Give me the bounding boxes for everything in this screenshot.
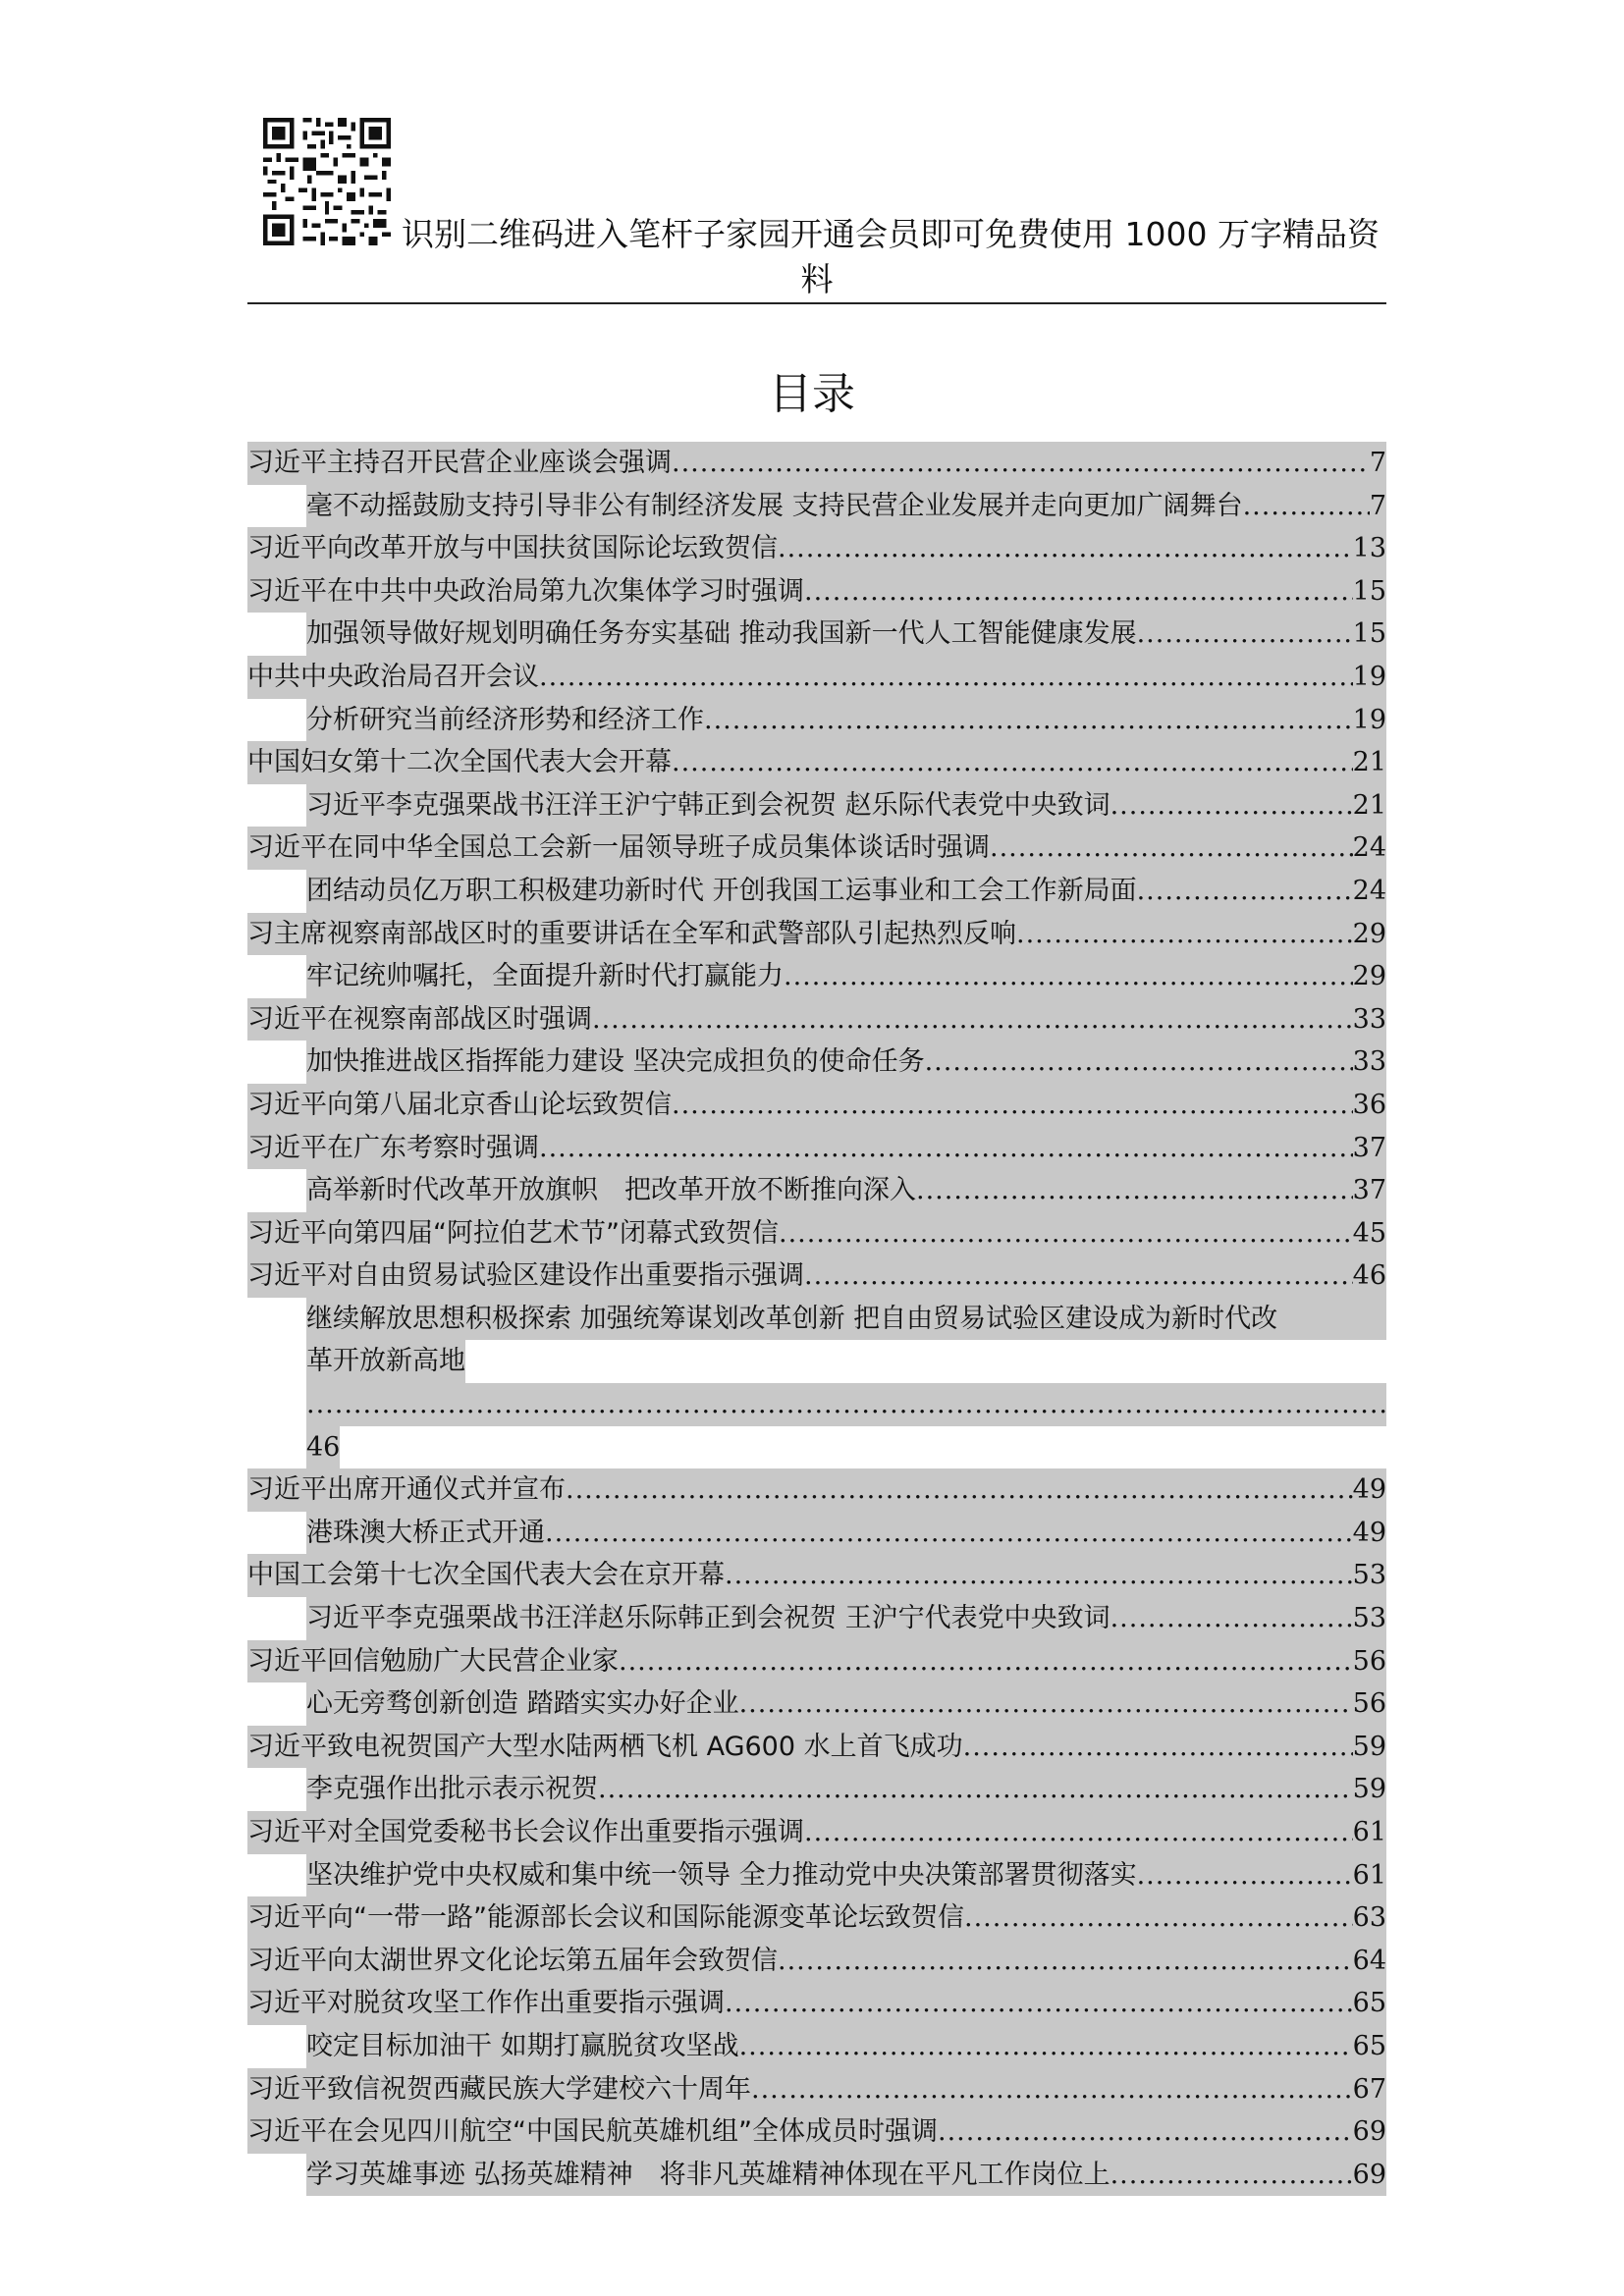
toc-page-number: 67 <box>1353 2068 1386 2111</box>
toc-entry[interactable] <box>247 1212 1386 1255</box>
toc-entry[interactable] <box>247 2110 1386 2154</box>
toc-leader-dots <box>1016 913 1353 956</box>
toc-page-number: 65 <box>1353 1982 1386 2025</box>
toc-entry[interactable] <box>247 913 1386 956</box>
toc-entry-title: 中国妇女第十二次全国代表大会开幕 <box>247 741 672 784</box>
toc-leader-dots <box>964 1896 1353 1940</box>
toc-page-number: 45 <box>1353 1212 1386 1255</box>
toc-page-number: 49 <box>1353 1512 1386 1555</box>
toc-entry-title: 习近平向太湖世界文化论坛第五届年会致贺信 <box>247 1940 778 1983</box>
toc-leader-dots <box>672 442 1370 485</box>
toc-entry[interactable] <box>247 1768 1386 1811</box>
toc-page-number: 59 <box>1353 1768 1386 1811</box>
toc-entry-title: 习近平向第八届北京香山论坛致贺信 <box>247 1084 672 1127</box>
toc-page-number: 46 <box>306 1426 340 1469</box>
toc-entry[interactable] <box>247 2068 1386 2111</box>
toc-leader-dots <box>1110 784 1353 828</box>
toc-leader-dots <box>1137 613 1353 656</box>
toc-entry-title: 中共中央政治局召开会议 <box>247 656 539 699</box>
toc-page-number: 29 <box>1353 913 1386 956</box>
toc-page-number: 49 <box>1353 1468 1386 1512</box>
toc-page-number: 59 <box>1353 1726 1386 1769</box>
toc-leader-dots <box>545 1512 1353 1555</box>
toc-entry-title: 习近平在中共中央政治局第九次集体学习时强调 <box>247 570 804 614</box>
toc-page-number: 46 <box>1353 1255 1386 1298</box>
toc-entry-title: 毫不动摇鼓励支持引导非公有制经济发展 支持民营企业发展并走向更加广阔舞台 <box>306 485 1243 528</box>
toc-entry-title: 牢记统帅嘱托，全面提升新时代打赢能力 <box>306 955 784 998</box>
toc-entry[interactable] <box>247 1940 1386 1983</box>
toc-leader-dots <box>779 1212 1353 1255</box>
toc-entry[interactable] <box>247 1682 1386 1726</box>
toc-entry-title: 习近平致信祝贺西藏民族大学建校六十周年 <box>247 2068 751 2111</box>
toc-entry-title: 高举新时代改革开放旗帜 把改革开放不断推向深入 <box>306 1169 916 1212</box>
toc-page-number: 7 <box>1370 442 1386 485</box>
toc-entry-title: 咬定目标加油干 如期打赢脱贫攻坚战 <box>306 2025 739 2068</box>
toc-page-number: 21 <box>1353 741 1386 784</box>
toc-entry[interactable] <box>247 1811 1386 1854</box>
toc-page-number: 63 <box>1353 1896 1386 1940</box>
toc-leader-dots <box>916 1169 1353 1212</box>
toc-entry[interactable] <box>247 1084 1386 1127</box>
toc-page-number: 13 <box>1353 527 1386 570</box>
toc-entry-title: 李克强作出批示表示祝贺 <box>306 1768 598 1811</box>
page-title: 目录 <box>769 369 855 419</box>
toc-page-number: 53 <box>1353 1554 1386 1597</box>
toc-page-number: 24 <box>1353 870 1386 913</box>
toc-page-number: 15 <box>1353 613 1386 656</box>
toc-page-number: 33 <box>1353 998 1386 1041</box>
toc-entry[interactable] <box>247 955 1386 998</box>
toc-entry[interactable] <box>247 998 1386 1041</box>
toc-leader-dots <box>672 1084 1353 1127</box>
toc-entry[interactable] <box>247 1127 1386 1170</box>
toc-entry[interactable] <box>247 1896 1386 1940</box>
toc-entry[interactable] <box>247 1512 1386 1555</box>
toc-entry[interactable] <box>247 741 1386 784</box>
toc-page-number: 21 <box>1353 784 1386 828</box>
toc-leader-dots <box>672 741 1353 784</box>
toc-entry-title: 坚决维护党中央权威和集中统一领导 全力推动党中央决策部署贯彻落实 <box>306 1854 1137 1897</box>
toc-leader-dots <box>306 1383 1386 1426</box>
toc-entry[interactable] <box>247 613 1386 656</box>
toc-entry[interactable] <box>247 827 1386 870</box>
toc-entry-title: 分析研究当前经济形势和经济工作 <box>306 699 704 742</box>
toc-entry-title: 中国工会第十七次全国代表大会在京开幕 <box>247 1554 725 1597</box>
toc-page-number: 56 <box>1353 1682 1386 1726</box>
toc-entry-title: 习近平在同中华全国总工会新一届领导班子成员集体谈话时强调 <box>247 827 990 870</box>
toc-entry-title: 习近平对全国党委秘书长会议作出重要指示强调 <box>247 1811 804 1854</box>
toc-entry[interactable] <box>247 570 1386 614</box>
toc-leader-dots <box>804 1811 1353 1854</box>
toc-leader-dots <box>592 998 1353 1041</box>
toc-page-number: 29 <box>1353 955 1386 998</box>
toc-entry-title: 学习英雄事迹 弘扬英雄精神 将非凡英雄精神体现在平凡工作岗位上 <box>306 2154 1110 2197</box>
toc-entry[interactable] <box>247 656 1386 699</box>
header-notice: 识别二维码进入笔杆子家园开通会员即可免费使用 1000 万字精品资料 <box>402 215 1380 298</box>
toc-entry-title: 习近平向改革开放与中国扶贫国际论坛致贺信 <box>247 527 778 570</box>
toc-entry[interactable] <box>247 1726 1386 1769</box>
header-divider <box>247 302 1386 304</box>
toc-page-number: 24 <box>1353 827 1386 870</box>
toc-entry[interactable] <box>247 1597 1386 1640</box>
toc-entry[interactable] <box>247 2025 1386 2068</box>
toc-page-number: 64 <box>1353 1940 1386 1983</box>
toc-leader-dots <box>1110 1597 1353 1640</box>
toc-leader-dots <box>925 1041 1353 1084</box>
toc-page-number: 37 <box>1353 1127 1386 1170</box>
toc-entry-title: 习近平向“一带一路”能源部长会议和国际能源变革论坛致贺信 <box>247 1896 964 1940</box>
toc-entry-title: 习近平回信勉励广大民营企业家 <box>247 1640 619 1683</box>
toc-leader-dots <box>725 1982 1353 2025</box>
toc-entry[interactable] <box>247 1255 1386 1298</box>
toc-leader-dots <box>566 1468 1353 1512</box>
toc-entry[interactable] <box>247 1554 1386 1597</box>
toc-page-number: 56 <box>1353 1640 1386 1683</box>
toc-entry[interactable] <box>247 2154 1386 2197</box>
toc-page-number: 61 <box>1353 1811 1386 1854</box>
toc-leader-dots <box>598 1768 1353 1811</box>
toc-page-number: 33 <box>1353 1041 1386 1084</box>
toc-leader-dots <box>804 570 1353 614</box>
toc-leader-dots <box>778 1940 1353 1983</box>
toc-entry[interactable] <box>247 1169 1386 1212</box>
toc-leader-dots <box>778 527 1353 570</box>
toc-entry[interactable] <box>247 1640 1386 1683</box>
toc-entry-title: 习近平向第四届“阿拉伯艺术节”闭幕式致贺信 <box>247 1212 779 1255</box>
toc-leader-dots <box>725 1554 1353 1597</box>
toc-leader-dots <box>1137 870 1353 913</box>
toc-entry-title: 习近平对自由贸易试验区建设作出重要指示强调 <box>247 1255 804 1298</box>
toc-entry[interactable] <box>247 485 1386 528</box>
toc-page-number: 69 <box>1353 2110 1386 2154</box>
toc-leader-dots <box>1110 2154 1353 2197</box>
toc-entry-title: 习近平在视察南部战区时强调 <box>247 998 592 1041</box>
toc-entry[interactable] <box>247 442 1386 485</box>
toc-entry-title: 团结动员亿万职工积极建功新时代 开创我国工运事业和工会工作新局面 <box>306 870 1137 913</box>
toc-entry[interactable] <box>247 699 1386 742</box>
toc-page-number: 36 <box>1353 1084 1386 1127</box>
toc-leader-dots <box>804 1255 1353 1298</box>
toc-entry-title: 习近平出席开通仪式并宣布 <box>247 1468 566 1512</box>
toc-entry-title: 习近平在会见四川航空“中国民航英雄机组”全体成员时强调 <box>247 2110 938 2154</box>
toc-entry-title: 心无旁骛创新创造 踏踏实实办好企业 <box>306 1682 739 1726</box>
toc-entry-title: 习主席视察南部战区时的重要讲话在全军和武警部队引起热烈反响 <box>247 913 1016 956</box>
toc-entry-title-continued: 革开放新高地 <box>306 1340 465 1383</box>
toc-page-number: 37 <box>1353 1169 1386 1212</box>
toc-leader-dots <box>938 2110 1353 2154</box>
toc-leader-dots <box>963 1726 1353 1769</box>
toc-page-number: 69 <box>1353 2154 1386 2197</box>
toc-leader-dots <box>739 1682 1353 1726</box>
toc-entry-title: 加强领导做好规划明确任务夯实基础 推动我国新一代人工智能健康发展 <box>306 613 1137 656</box>
toc-page-number: 61 <box>1353 1854 1386 1897</box>
toc-page-number: 65 <box>1353 2025 1386 2068</box>
toc-entry-title: 习近平李克强栗战书汪洋赵乐际韩正到会祝贺 王沪宁代表党中央致词 <box>306 1597 1110 1640</box>
toc-leader-dots <box>739 2025 1353 2068</box>
toc-entry[interactable] <box>247 784 1386 828</box>
toc-leader-dots <box>784 955 1353 998</box>
toc-leader-dots <box>704 699 1353 742</box>
toc-entry-title: 加快推进战区指挥能力建设 坚决完成担负的使命任务 <box>306 1041 925 1084</box>
toc-page-number: 7 <box>1370 485 1386 528</box>
toc-entry-title: 习近平在广东考察时强调 <box>247 1127 539 1170</box>
toc-entry-title: 继续解放思想积极探索 加强统筹谋划改革创新 把自由贸易试验区建设成为新时代改 <box>306 1298 1386 1341</box>
toc-entry-title: 港珠澳大桥正式开通 <box>306 1512 545 1555</box>
toc-leader-dots <box>751 2068 1353 2111</box>
toc-page-number: 53 <box>1353 1597 1386 1640</box>
toc-page-number: 19 <box>1353 699 1386 742</box>
toc-leader-dots <box>619 1640 1353 1683</box>
toc-leader-dots <box>990 827 1353 870</box>
toc-entry-title: 习近平对脱贫攻坚工作作出重要指示强调 <box>247 1982 725 2025</box>
toc-entry[interactable] <box>247 1041 1386 1084</box>
table-of-contents <box>247 442 1386 2196</box>
toc-entry-title: 习近平致电祝贺国产大型水陆两栖飞机 AG600 水上首飞成功 <box>247 1726 963 1769</box>
toc-entry[interactable] <box>247 1982 1386 2025</box>
toc-leader-dots <box>539 1127 1353 1170</box>
toc-entry[interactable] <box>247 1298 1386 1468</box>
toc-entry[interactable] <box>247 1468 1386 1512</box>
toc-leader-dots <box>1137 1854 1353 1897</box>
toc-leader-dots <box>1243 485 1370 528</box>
toc-page-number: 19 <box>1353 656 1386 699</box>
toc-entry[interactable] <box>247 870 1386 913</box>
toc-entry[interactable] <box>247 1854 1386 1897</box>
toc-entry-title: 习近平主持召开民营企业座谈会强调 <box>247 442 672 485</box>
toc-page-number: 15 <box>1353 570 1386 614</box>
toc-leader-dots <box>539 656 1353 699</box>
toc-entry-title: 习近平李克强栗战书汪洋王沪宁韩正到会祝贺 赵乐际代表党中央致词 <box>306 784 1110 828</box>
toc-entry[interactable] <box>247 527 1386 570</box>
